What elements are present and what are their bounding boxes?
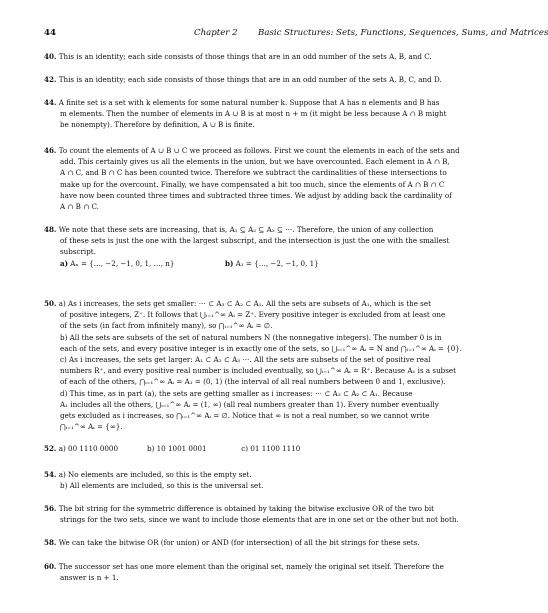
exercise-text-line: of each of the others, ⋂ᵢ₌₁^∞ Aᵢ = A₁ = (0, 1) (the interval of all real numbers between 0 and 1, exclusive).	[60, 377, 446, 387]
chapter-title: Basic Structures: Sets, Functions, Sequences, Sums, and Matrices	[258, 28, 548, 38]
exercise-number: 46.	[44, 146, 57, 155]
page-number: 44	[44, 28, 56, 38]
exercise-text-line: gets excluded as i increases, so ⋂ᵢ₌₁^∞ Aᵢ = ∅. Notice that ∞ is not a real number, so we cannot write	[60, 411, 430, 421]
exercise-56	[44, 503, 459, 525]
exercise-54	[44, 469, 430, 491]
exercise-text-line: add. This certainly gives us all the elements in the union, but we have overcounted. Each element in A ∩ B,	[60, 157, 450, 167]
exercise-50	[44, 298, 463, 432]
exercise-number: 56.	[44, 504, 57, 513]
exercise-52	[44, 443, 430, 454]
exercise-text-line: subscript.	[60, 247, 96, 257]
exercise-46	[44, 145, 460, 212]
exercise-text: This is an identity; each side consists of those things that are in an odd number of the sets A, B, and C.	[58, 52, 432, 61]
exercise-text-line: a) No elements are included, so this is the empty set.	[58, 470, 252, 479]
part-b-answer: A₁ = {…, −2, −1, 0, 1}	[235, 258, 319, 268]
exercise-text-line: A ∩ B ∩ C.	[60, 202, 99, 212]
exercise-number: 44.	[44, 98, 57, 107]
exercise-number: 60.	[44, 562, 57, 571]
exercise-number: 42.	[44, 75, 57, 84]
exercise-text-line: b) All the sets are subsets of the set of natural numbers N (the nonnegative integers). The number 0 is in	[60, 332, 442, 342]
exercise-text-line: c) As i increases, the sets get larger: A₁ ⊂ A₂ ⊂ A₃ ⋯. All the sets are subsets of the set of positive real	[60, 355, 431, 365]
exercise-text-line: have now been counted three times and subtracted three times. We adjust by adding back the cardinality of	[60, 190, 452, 200]
exercise-text-line: make up for the overcount. Finally, we have compensated a bit too much, since the elements of A ∩ B ∩ C	[60, 179, 445, 189]
exercise-number: 54.	[44, 470, 57, 479]
exercise-58	[44, 537, 430, 548]
exercise-text-line: A finite set is a set with k elements for some natural number k. Suppose that A has n elements and B has	[58, 98, 440, 107]
exercise-text-line: of the sets (in fact from infinitely many), so ⋂ᵢ₌₁^∞ Aᵢ = ∅.	[60, 321, 273, 331]
exercise-text-line: We can take the bitwise OR (for union) or AND (for intersection) of all the bit strings for these sets.	[58, 538, 420, 547]
exercise-text-line: m elements. Then the number of elements in A ∪ B is at most n + m (it might be less because A ∩ B might	[60, 109, 447, 119]
exercise-number: 52.	[44, 444, 57, 453]
exercise-text-line: strings for the two sets, since we want to include those elements that are in one set or the other but not both.	[60, 515, 459, 525]
exercise-text-line: A₁ includes all the others, ⋃ᵢ₌₁^∞ Aᵢ = (1, ∞) (all real numbers greater than 1). Every number eventually	[60, 399, 439, 409]
exercise-text-line: each of the sets, and every positive integer is in exactly one of the sets, so ⋃ᵢ₌₁^∞ Aᵢ = N and ⋂ᵢ₌₁^∞ Aᵢ = {0}.	[60, 343, 463, 353]
exercise-text-line: The successor set has one more element than the original set, namely the original set itself. Therefore the	[58, 562, 444, 571]
exercise-48	[44, 224, 450, 269]
exercise-text-line: A ∩ C, and B ∩ C has been counted twice. Therefore we subtract the cardinalities of these intersections to	[60, 168, 447, 178]
exercise-text-line: of these sets is just the one with the largest subscript, and the intersection is just the one with the smallest	[60, 236, 450, 246]
exercise-text-line: of positive integers, Z⁺. It follows that ⋃ᵢ₌₁^∞ Aᵢ = Z⁺. Every positive integer is excluded from at least one	[60, 310, 446, 320]
exercise-number: 48.	[44, 225, 57, 234]
exercise-text-line: To count the elements of A ∪ B ∪ C we proceed as follows. First we count the elements in each of the sets and	[58, 146, 460, 155]
exercise-number: 50.	[44, 299, 57, 308]
exercise-text-line: ⋂ᵢ₌₁^∞ Aᵢ = {∞}.	[60, 422, 123, 432]
exercise-text: This is an identity; each side consists of those things that are in an odd number of the sets A, B, C, and D.	[58, 75, 442, 84]
part-b-label: b)	[224, 258, 234, 268]
exercise-text-line: answer is n + 1.	[60, 573, 119, 583]
exercise-40	[44, 51, 430, 62]
part-c-answer: c) 01 1100 1110	[241, 444, 301, 453]
part-a-label: a)	[60, 258, 69, 268]
exercise-text-line: d) This time, as in part (a), the sets are getting smaller as i increases: ⋯ ⊂ A₃ ⊂ A₂ ⊂ A₁. Because	[60, 388, 413, 398]
part-a-answer: a) 00 1110 0000	[58, 444, 119, 453]
exercise-60	[44, 561, 444, 583]
exercise-48-parts	[44, 258, 430, 269]
part-b-answer: b) 10 1001 0001	[147, 444, 207, 453]
chapter-label: Chapter 2	[194, 28, 238, 38]
exercise-text-line: a) As i increases, the sets get smaller: ⋯ ⊂ A₃ ⊂ A₂ ⊂ A₁. All the sets are subsets of A₁, which is the set	[58, 299, 431, 308]
exercise-42	[44, 74, 442, 85]
exercise-text-line: We note that these sets are increasing, that is, A₁ ⊆ A₂ ⊆ A₃ ⊆ ⋯. Therefore, the union of any collection	[58, 225, 434, 234]
exercise-number: 40.	[44, 52, 57, 61]
exercise-text-line: The bit string for the symmetric difference is obtained by taking the bitwise exclusive OR of the two bit	[58, 504, 435, 513]
exercise-44	[44, 97, 447, 131]
page-header	[44, 28, 548, 40]
exercise-text-line: numbers R⁺, and every positive real number is included eventually, so ⋃ᵢ₌₁^∞ Aᵢ = R⁺. Because A₁ is a subset	[60, 366, 456, 376]
exercise-text-line: b) All elements are included, so this is the universal set.	[60, 481, 264, 491]
part-a-answer: Aₙ = {…, −2, −1, 0, 1, …, n}	[70, 258, 175, 268]
exercise-text-line: be nonempty). Therefore by definition, A ∪ B is finite.	[60, 120, 255, 130]
exercise-number: 58.	[44, 538, 57, 547]
